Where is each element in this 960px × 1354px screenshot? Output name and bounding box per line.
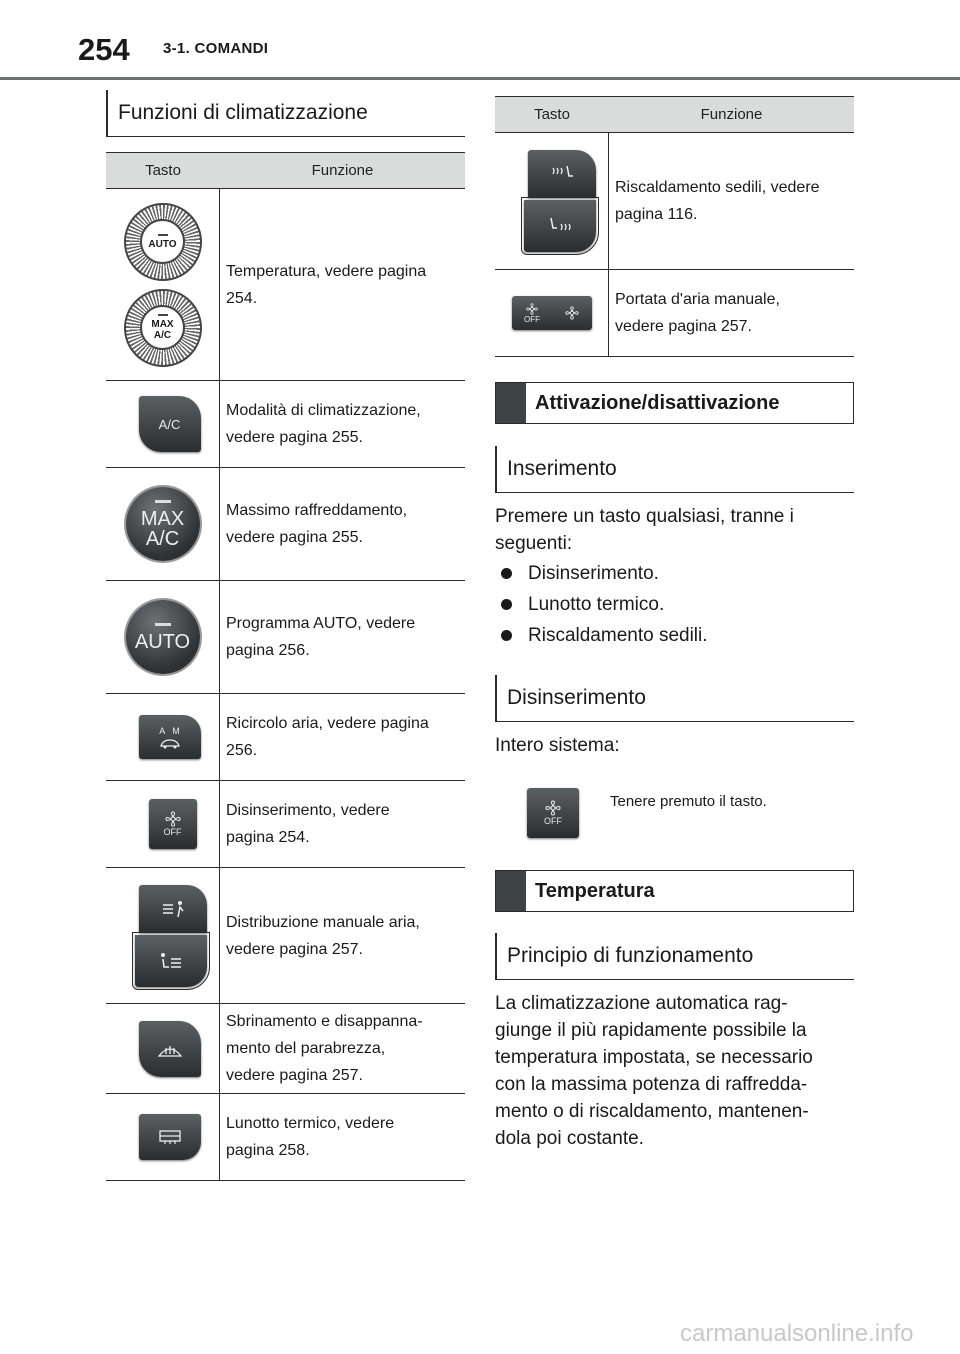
bullet-icon (501, 630, 512, 641)
key-cell (106, 1094, 220, 1180)
section-title-text: Funzioni di climatizzazione (118, 101, 368, 124)
function-text: Massimo raffreddamento, vedere pagina 255. (226, 502, 408, 546)
key-cell (106, 781, 220, 867)
table-header-right (495, 96, 854, 133)
function-text: Modalità di climatizzazione, vedere pagina 255. (226, 402, 421, 446)
paragraph-disinserimento: Intero sistema: (495, 735, 620, 756)
recirculation-button-icon: A M (139, 715, 201, 759)
table-row (106, 1004, 465, 1094)
function-text: Temperatura, vedere pagina 254. (226, 262, 427, 307)
key-cell (106, 468, 220, 580)
list-item: Riscaldamento sedili. (495, 620, 855, 651)
fan-off-button-icon: OFF (527, 788, 579, 838)
section-title-temperatura (495, 870, 854, 912)
max-ac-button-icon: MAX A/C (126, 487, 200, 561)
bullet-icon (501, 568, 512, 579)
column-header-key: Tasto (534, 106, 570, 123)
subsection-title-principio (495, 933, 854, 980)
section-title-text: Temperatura (535, 879, 655, 902)
list-item: Lunotto termico. (495, 589, 855, 620)
subsection-title-text: Principio di funzionamento (507, 944, 754, 967)
header-rule (0, 77, 960, 80)
function-text: Disinserimento, vedere pagina 254. (226, 802, 390, 846)
subsection-title-text: Inserimento (507, 457, 617, 480)
bullet-icon (501, 599, 512, 610)
function-text: Portata d'aria manuale, vedere pagina 257. (615, 291, 780, 335)
column-header-function: Funzione (700, 106, 763, 123)
defrost-windshield-button-icon (139, 1021, 201, 1077)
chapter-title: 3-1. COMANDI (163, 40, 269, 57)
hold-key-instruction: Tenere premuto il tasto. (610, 793, 767, 810)
air-distribution-upper-button-icon (139, 885, 207, 933)
key-cell (495, 133, 609, 269)
page-number: 254 (78, 32, 130, 67)
ac-button-icon: A/C (139, 396, 201, 452)
function-text: Lunotto termico, vedere pagina 258. (226, 1115, 395, 1159)
section-marker (496, 871, 526, 911)
subsection-title-inserimento (495, 446, 854, 493)
max-ac-dial-icon: MAX A/C (124, 289, 202, 367)
list-item: Disinserimento. (495, 558, 855, 589)
seat-heating-lower-button-icon (524, 200, 596, 252)
subsection-title-text: Disinserimento (507, 686, 646, 709)
table-row (495, 270, 854, 357)
seat-heating-upper-button-icon (528, 150, 596, 198)
table-row (106, 1094, 465, 1181)
watermark: carmanualsonline.info (680, 1320, 914, 1347)
function-text: Riscaldamento sedili, vedere pagina 116. (615, 179, 820, 223)
section-title-text: Attivazione/disattivazione (535, 391, 780, 414)
key-cell (106, 381, 220, 467)
function-text: Programma AUTO, vedere pagina 256. (226, 615, 416, 659)
auto-button-icon: AUTO (126, 600, 200, 674)
fan-icon (565, 306, 579, 320)
key-cell (106, 1004, 220, 1093)
key-cell (106, 694, 220, 780)
bullet-list (495, 558, 855, 651)
table-header-left (106, 152, 465, 189)
table-row (106, 868, 465, 1004)
key-cell (106, 868, 220, 1003)
function-text: Sbrinamento e disappanna- mento del parabrezza, vedere pagina 257. (226, 1013, 423, 1084)
table-row (106, 694, 465, 781)
fan-off-button-icon: OFF (149, 799, 197, 849)
manual-airflow-button-icon: OFF (512, 296, 592, 330)
table-row (106, 468, 465, 581)
section-marker (496, 383, 526, 423)
key-cell (106, 581, 220, 693)
rear-window-heater-button-icon (139, 1114, 201, 1160)
table-row (106, 581, 465, 694)
key-cell (106, 189, 220, 380)
auto-dial-icon: AUTO (124, 203, 202, 281)
table-row (495, 133, 854, 270)
column-header-function: Funzione (311, 162, 374, 179)
air-distribution-lower-button-icon (135, 935, 207, 987)
function-text: Distribuzione manuale aria, vedere pagina 257. (226, 913, 420, 958)
subsection-title-disinserimento (495, 675, 854, 722)
key-cell (495, 270, 609, 356)
column-header-key: Tasto (145, 162, 181, 179)
function-text: Ricircolo aria, vedere pagina 256. (226, 715, 429, 759)
paragraph-inserimento: Premere un tasto qualsiasi, tranne i seguenti: (495, 506, 794, 554)
section-title-climate-functions (106, 90, 465, 137)
table-row (106, 381, 465, 468)
paragraph-principio: La climatizzazione automatica rag- giunge il più rapidamente possibile la temperatura impostata, se necessario con la massima potenza di raffredda- mento o di riscaldamento, mantenen- dola poi costante. (495, 993, 813, 1149)
table-row (106, 189, 465, 381)
table-row (106, 781, 465, 868)
section-title-onoff (495, 382, 854, 424)
